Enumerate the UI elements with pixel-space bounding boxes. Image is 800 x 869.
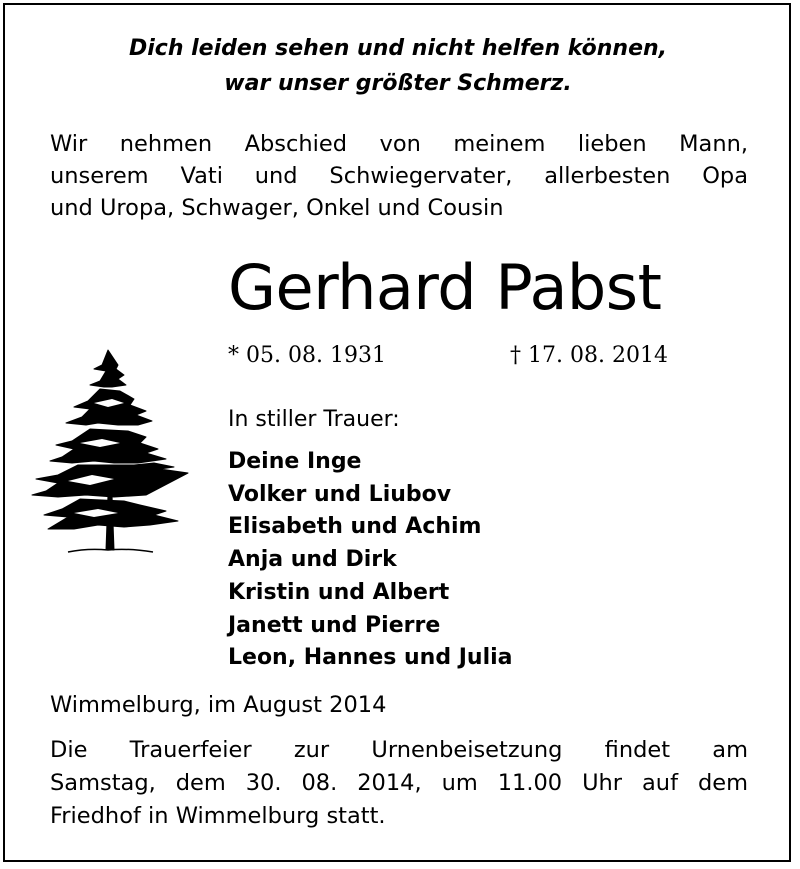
- list-item: Deine Inge: [228, 449, 362, 474]
- mourning-label: In stiller Trauer:: [228, 407, 400, 432]
- fir-tree-icon: [28, 345, 198, 557]
- funeral-notice: [50, 734, 748, 833]
- funeral-line-1: Die Trauerfeier zur Urnenbeisetzung findet am: [50, 737, 748, 763]
- death-date: † 17. 08. 2014: [510, 343, 668, 368]
- birth-date: * 05. 08. 1931: [228, 343, 386, 368]
- list-item: Janett und Pierre: [228, 612, 441, 638]
- funeral-line-2: Samstag, dem 30. 08. 2014, um 11.00 Uhr auf dem: [50, 770, 748, 796]
- place-date: Wimmelburg, im August 2014: [50, 692, 387, 718]
- motto-line-1: Dich leiden sehen und nicht helfen können,: [128, 36, 668, 61]
- list-item: Anja und Dirk: [228, 547, 397, 573]
- intro-line-2: unserem Vati und Schwiegervater, allerbesten Opa: [50, 163, 748, 189]
- list-item: Elisabeth und Achim: [228, 514, 482, 540]
- intro-text: [50, 128, 748, 224]
- mourners-list: [228, 446, 513, 675]
- intro-line-3: und Uropa, Schwager, Onkel und Cousin: [50, 195, 504, 221]
- intro-line-1: Wir nehmen Abschied von meinem lieben Mann,: [50, 131, 748, 157]
- list-item: Kristin und Albert: [228, 579, 450, 605]
- funeral-line-3: Friedhof in Wimmelburg statt.: [50, 803, 386, 829]
- deceased-name: Gerhard Pabst: [228, 251, 662, 324]
- list-item: Leon, Hannes und Julia: [228, 645, 513, 671]
- motto-line-2: war unser größter Schmerz.: [224, 71, 572, 96]
- list-item: Volker und Liubov: [228, 481, 452, 507]
